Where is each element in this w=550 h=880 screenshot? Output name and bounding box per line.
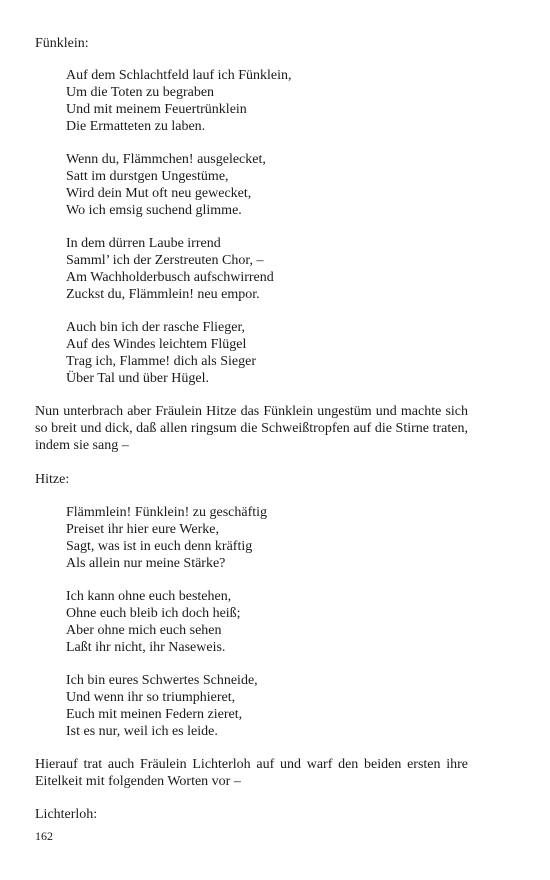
verse-line: Wo ich emsig suchend glimme. — [66, 203, 242, 218]
verse-line: Als allein nur meine Stärke? — [66, 556, 226, 571]
stanza-4 — [66, 319, 466, 387]
verse-line: Sagt, was ist in euch denn kräftig — [66, 539, 253, 554]
prose-paragraph-2: Hierauf trat auch Fräulein Lichterloh auf und warf den beiden ersten ihre Eitelkeit mit folgenden Worten vor – — [35, 757, 468, 789]
verse-line: Die Ermatteten zu laben. — [66, 119, 206, 134]
verse-line: Am Wachholderbusch aufschwirrend — [66, 270, 274, 285]
verse-line: Um die Toten zu begraben — [66, 85, 215, 100]
verse-line: Auch bin ich der rasche Flieger, — [66, 320, 246, 335]
verse-line: Zuckst du, Flämmlein! neu empor. — [66, 287, 260, 302]
verse-line: Ohne euch bleib ich doch heiß; — [66, 606, 241, 621]
verse-line: Ist es nur, weil ich es leide. — [66, 724, 218, 739]
verse-line: Über Tal und über Hügel. — [66, 371, 210, 386]
speaker-label-lichterloh: Lichterloh: — [35, 807, 98, 822]
verse-line: Samml’ ich der Zerstreuten Chor, – — [66, 253, 264, 268]
verse-line: Trag ich, Flamme! dich als Sieger — [66, 354, 257, 369]
prose-paragraph-1: Nun unterbrach aber Fräulein Hitze das Fünklein ungestüm und machte sich so breit und dick, daß allen ringsum die Schweißtropfen auf die Stirne traten, indem sie sang – — [35, 404, 468, 453]
verse-line: Und wenn ihr so triumphieret, — [66, 690, 236, 705]
speaker-label-hitze: Hitze: — [35, 472, 70, 487]
stanza-7 — [66, 672, 466, 740]
verse-line: Ich bin eures Schwertes Schneide, — [66, 673, 258, 688]
stanza-1 — [66, 67, 466, 135]
verse-line: In dem dürren Laube irrend — [66, 236, 221, 251]
verse-line: Und mit meinem Feuertrünklein — [66, 102, 247, 117]
verse-line: Wird dein Mut oft neu gewecket, — [66, 186, 252, 201]
verse-line: Aber ohne mich euch sehen — [66, 623, 222, 638]
stanza-2 — [66, 151, 466, 219]
verse-line: Flämmlein! Fünklein! zu geschäftig — [66, 505, 268, 520]
stanza-6 — [66, 588, 466, 656]
verse-line: Preiset ihr hier eure Werke, — [66, 522, 219, 537]
verse-line: Euch mit meinen Federn zieret, — [66, 707, 243, 722]
verse-line: Laßt ihr nicht, ihr Naseweis. — [66, 640, 226, 655]
verse-line: Auf des Windes leichtem Flügel — [66, 337, 247, 352]
verse-line: Satt im durstgen Ungestüme, — [66, 169, 229, 184]
verse-line: Wenn du, Flämmchen! ausgelecket, — [66, 152, 266, 167]
page-number: 162 — [35, 829, 53, 843]
stanza-3 — [66, 235, 466, 303]
verse-line: Auf dem Schlachtfeld lauf ich Fünklein, — [66, 68, 292, 83]
speaker-label-fuenklein: Fünklein: — [35, 36, 89, 51]
stanza-5 — [66, 504, 466, 572]
verse-line: Ich kann ohne euch bestehen, — [66, 589, 232, 604]
